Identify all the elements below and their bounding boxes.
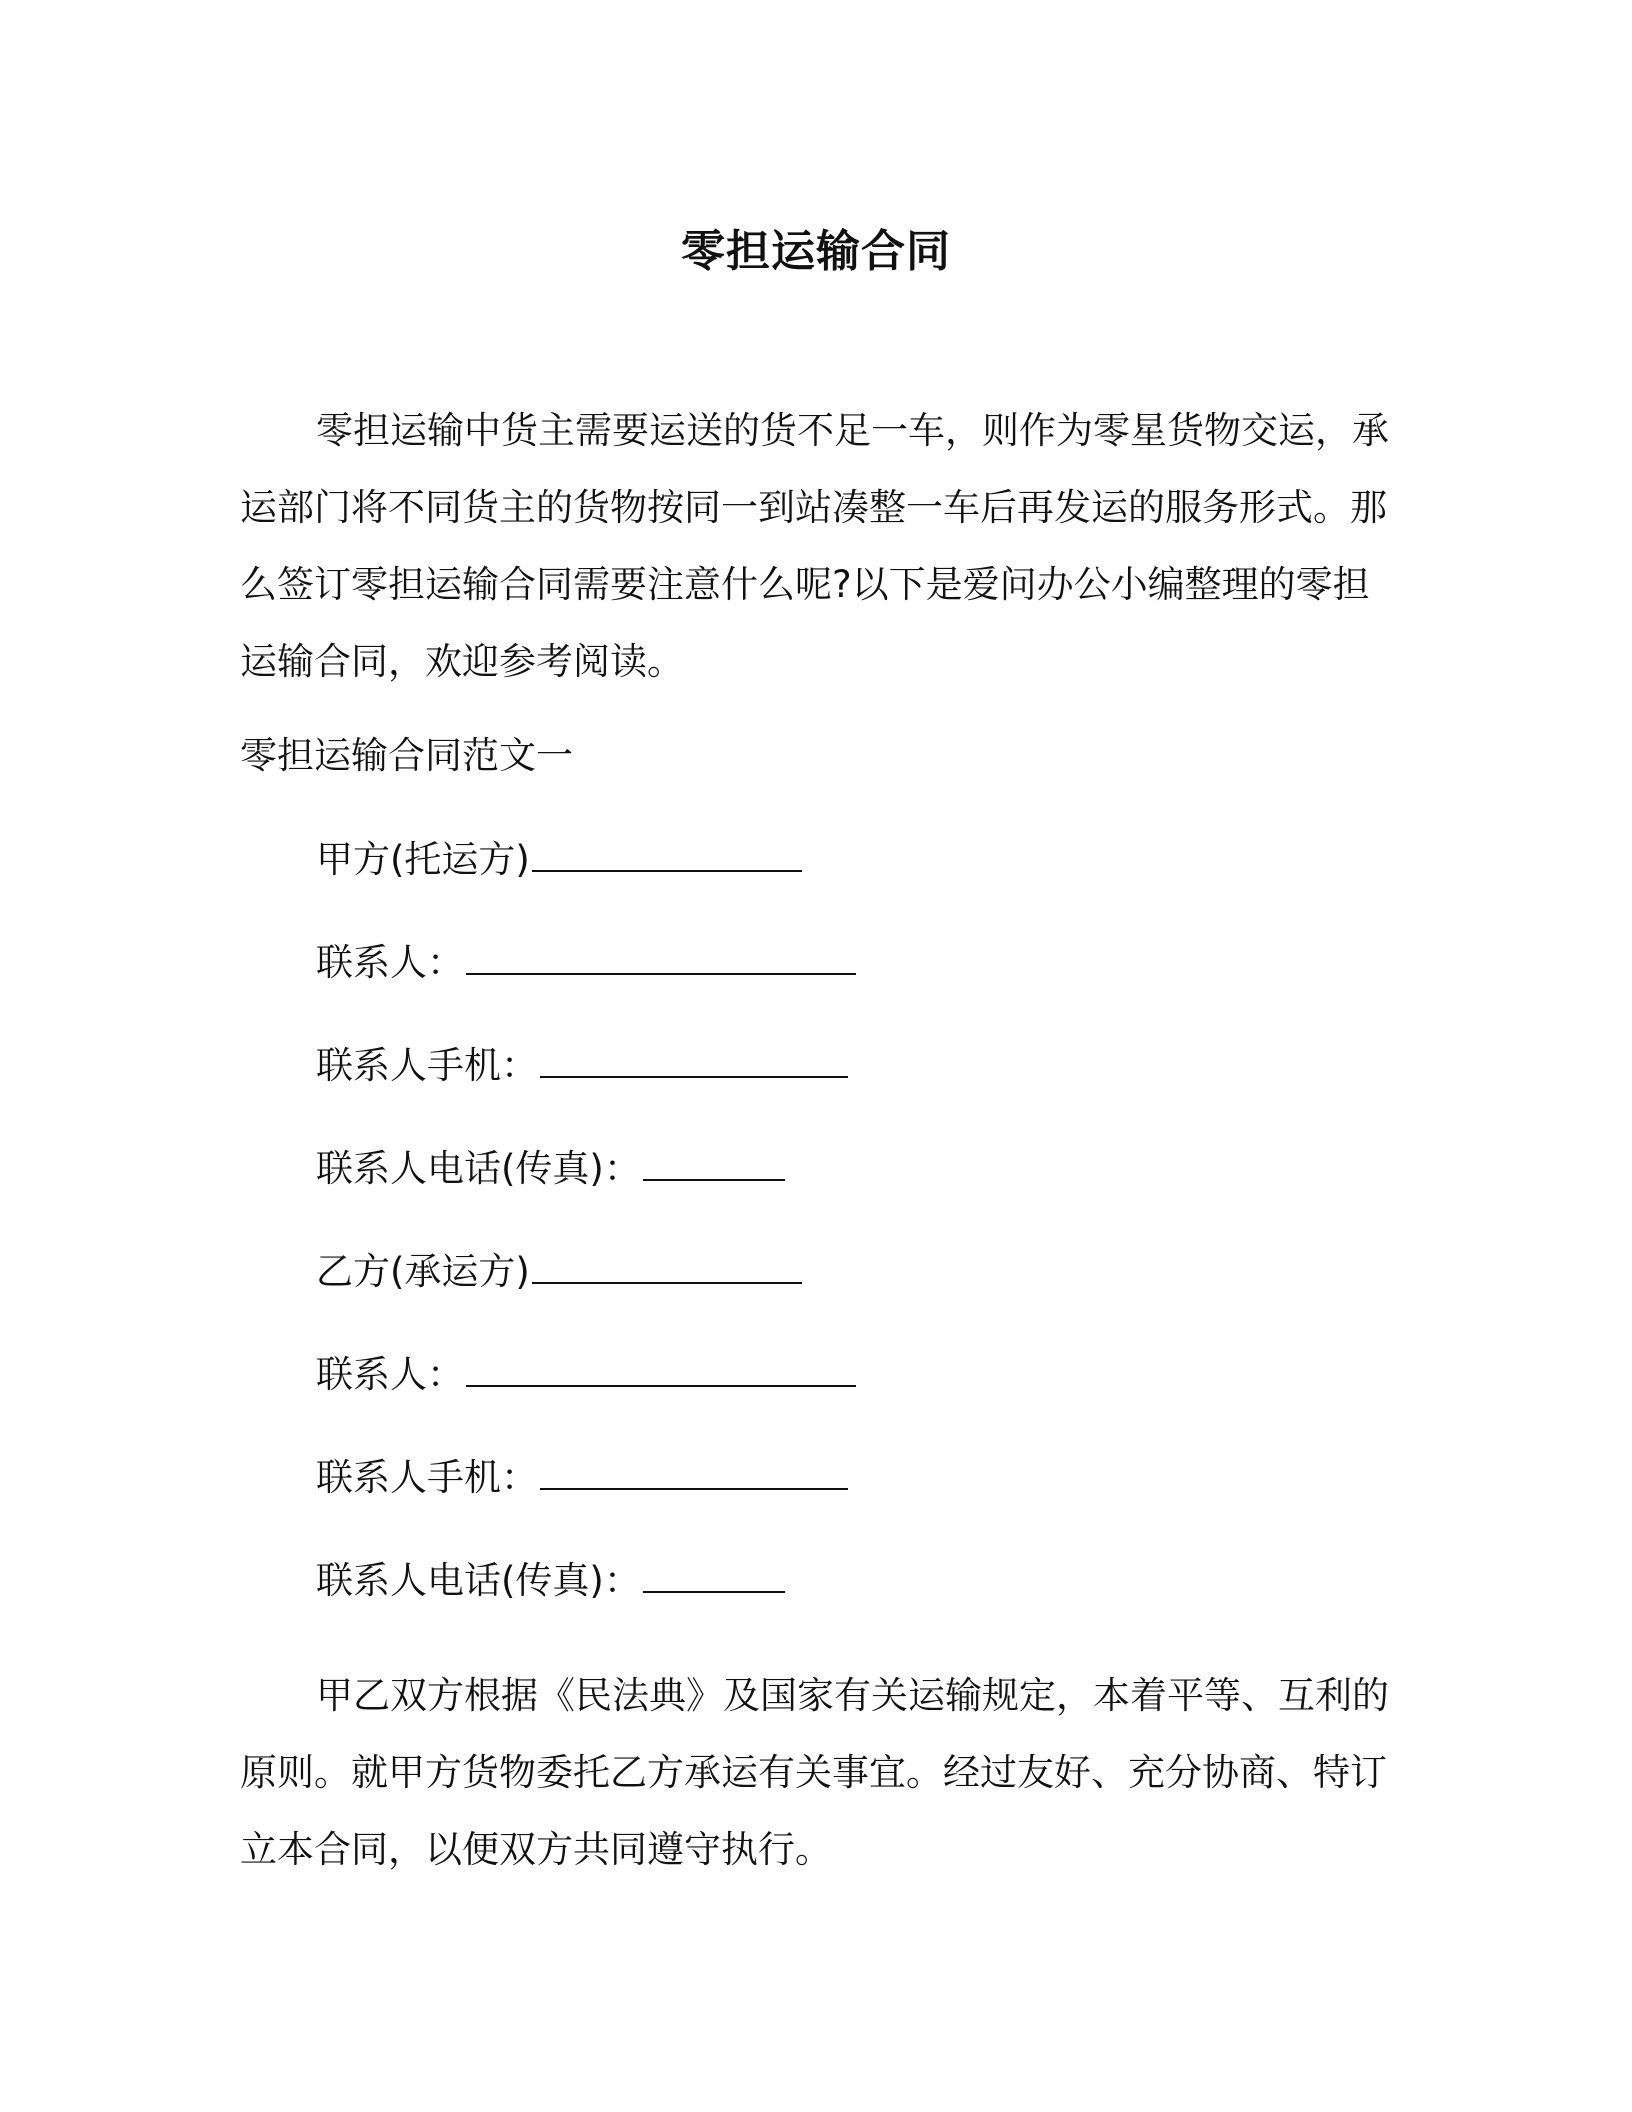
party-a-phone-blank [643, 1143, 785, 1181]
party-a-blank [532, 834, 802, 872]
party-a-contact-label: 联系人： [316, 941, 464, 984]
document-title: 零担运输合同 [681, 226, 951, 277]
party-a-mobile-label: 联系人手机： [316, 1044, 538, 1087]
party-b-label: 乙方(承运方) [316, 1250, 530, 1293]
party-b-phone-field [316, 1551, 785, 1611]
party-b-phone-label: 联系人电话(传真)： [316, 1559, 641, 1602]
intro-paragraph: 零担运输中货主需要运送的货不足一车，则作为零星货物交运，承运部门将不同货主的货物按同一到站凑整一车后再发运的服务形式。那么签订零担运输合同需要注意什么呢?以下是爱问办公小编整理的零担运输合同，欢迎参考阅读。 [240, 409, 1389, 683]
party-a-mobile-field [316, 1036, 848, 1096]
party-b-mobile-blank [540, 1452, 848, 1490]
party-b-blank [532, 1246, 802, 1284]
party-a-contact-blank [466, 937, 856, 975]
party-b-mobile-field [316, 1448, 848, 1508]
party-a-field [316, 830, 802, 890]
party-b-contact-label: 联系人： [316, 1353, 464, 1396]
party-a-label: 甲方(托运方) [316, 838, 530, 881]
party-a-phone-label: 联系人电话(传真)： [316, 1147, 641, 1190]
party-b-field [316, 1242, 802, 1302]
party-a-mobile-blank [540, 1040, 848, 1078]
closing-paragraph: 甲乙双方根据《民法典》及国家有关运输规定，本着平等、互利的原则。就甲方货物委托乙方承运有关事宜。经过友好、充分协商、特订立本合同，以便双方共同遵守执行。 [240, 1674, 1389, 1871]
party-b-phone-blank [643, 1555, 785, 1593]
party-a-phone-field [316, 1139, 785, 1199]
party-b-contact-blank [466, 1349, 856, 1387]
party-b-mobile-label: 联系人手机： [316, 1456, 538, 1499]
section-heading: 零担运输合同范文一 [240, 734, 573, 777]
party-a-contact-field [316, 933, 856, 993]
party-b-contact-field [316, 1345, 856, 1405]
